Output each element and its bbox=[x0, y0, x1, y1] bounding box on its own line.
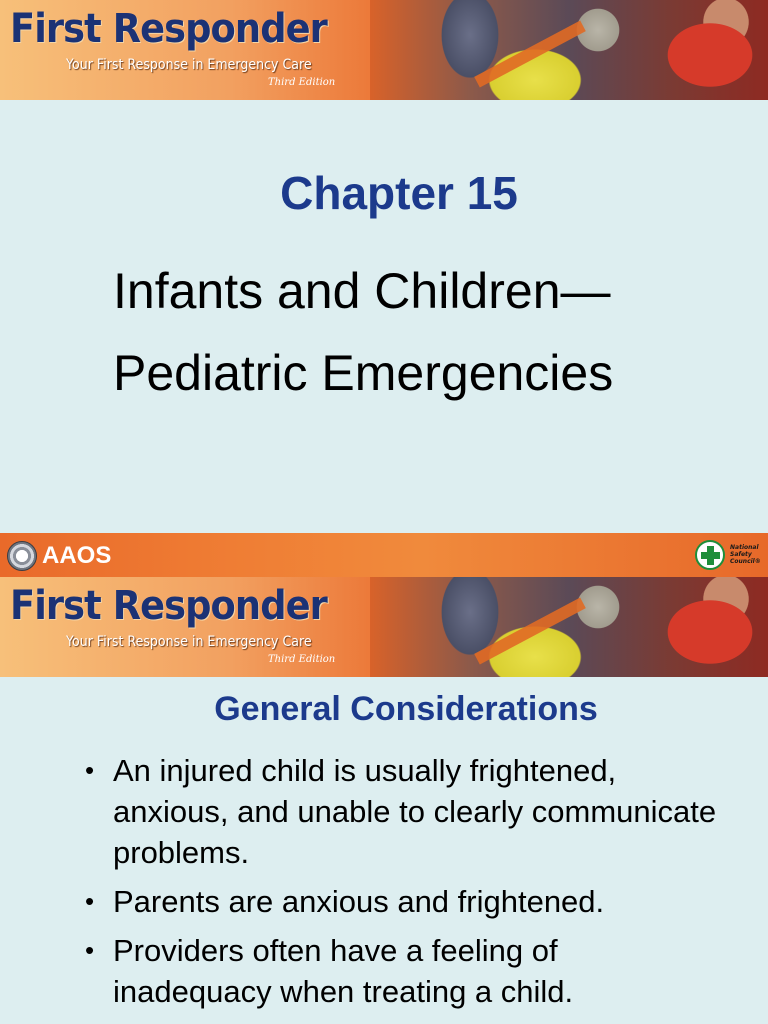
bullet-list bbox=[83, 750, 723, 1020]
header-banner bbox=[0, 0, 768, 100]
bullet-text: Providers often have a feeling of inadequacy when treating a child. bbox=[113, 933, 574, 1009]
nsc-label bbox=[730, 544, 766, 565]
bullet-item bbox=[83, 750, 723, 873]
nsc-label-line-2: Safety bbox=[730, 551, 752, 558]
brand-title: First Responder bbox=[10, 583, 327, 629]
bullet-dot-icon: • bbox=[85, 755, 95, 785]
responders-photo bbox=[370, 577, 768, 677]
nsc-label-line-3: Council® bbox=[730, 558, 761, 565]
brand-tagline: Your First Response in Emergency Care bbox=[66, 57, 312, 73]
aaos-label: AAOS bbox=[42, 542, 112, 569]
brand-title: First Responder bbox=[10, 6, 327, 52]
safety-cross-icon bbox=[695, 540, 725, 570]
brand-tagline: Your First Response in Emergency Care bbox=[66, 634, 312, 650]
responders-photo bbox=[370, 0, 768, 100]
slide-title bbox=[113, 250, 733, 414]
brand-edition: Third Edition bbox=[268, 77, 336, 88]
bullet-dot-icon: • bbox=[85, 935, 95, 965]
aaos-seal-icon bbox=[7, 541, 37, 571]
chapter-heading: Chapter 15 bbox=[280, 167, 518, 219]
slide-title-line-2: Pediatric Emergencies bbox=[113, 345, 614, 401]
bullet-text: Parents are anxious and frightened. bbox=[113, 884, 605, 919]
nsc-label-line-1: National bbox=[730, 544, 759, 551]
brand-edition: Third Edition bbox=[268, 654, 336, 665]
section-heading: General Considerations bbox=[214, 690, 598, 728]
bullet-item bbox=[83, 881, 723, 922]
bullet-text: An injured child is usually frightened, anxious, and unable to clearly communicate problems. bbox=[113, 753, 717, 870]
bullet-dot-icon: • bbox=[85, 886, 95, 916]
slide-title-line-1: Infants and Children— bbox=[113, 263, 611, 319]
logo-bar bbox=[0, 533, 768, 577]
bullet-item bbox=[83, 930, 723, 1012]
header-banner-2 bbox=[0, 577, 768, 677]
